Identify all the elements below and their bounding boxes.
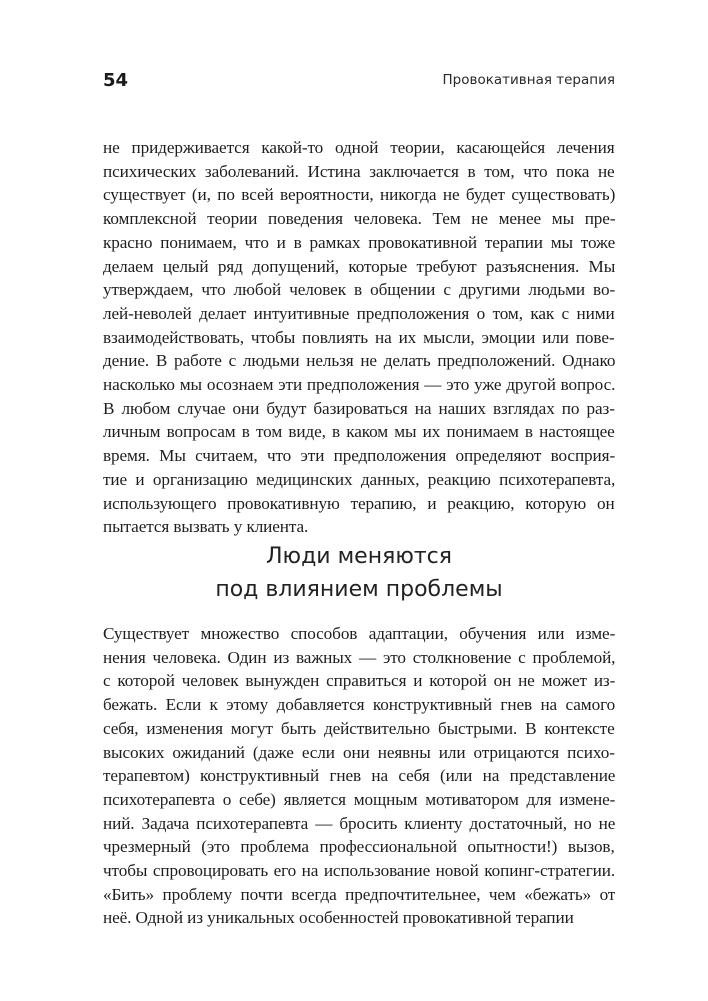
text-line: «Бить» проблему почти всегда предпочтительнее, чем «бежать» от xyxy=(103,884,615,904)
text-line: делаем целый ряд допущений, которые требуют разъяснения. Мы xyxy=(103,256,615,276)
body-paragraph-2 xyxy=(103,622,615,930)
text-line: дение. В работе с людьми нельзя не делать предположений. Однако xyxy=(103,351,615,371)
text-line: психических заболеваний. Истина заключается в том, что пока не xyxy=(103,161,615,181)
text-line: нения человека. Один из важных — это столкновение с проблемой, xyxy=(103,647,615,667)
text-line: терапевтом) конструктивный гнев на себя (или на представление xyxy=(103,766,615,786)
text-line: красно понимаем, что и в рамках провокативной терапии мы тоже xyxy=(103,232,615,252)
text-line: неё. Одной из уникальных особенностей провокативной терапии xyxy=(103,908,574,928)
text-line: с которой человек вынужден справиться и которой он не может из- xyxy=(103,671,615,691)
text-line: время. Мы считаем, что эти предположения определяют восприя- xyxy=(103,446,615,466)
section-heading-line: под влиянием проблемы xyxy=(215,577,503,602)
text-line: насколько мы осознаем эти предположения — это уже другой вопрос. xyxy=(103,375,615,395)
text-line: утверждаем, что любой человек в общении с другими людьми во- xyxy=(103,280,615,300)
text-line: взаимодействовать, чтобы повлиять на их мысли, эмоции или пове- xyxy=(103,327,615,347)
text-line: ний. Задача психотерапевта — бросить клиенту достаточный, но не xyxy=(103,813,615,833)
running-header-title: Провокативная терапия xyxy=(442,72,615,88)
text-line: чтобы спровоцировать его на использование новой копинг-стратегии. xyxy=(103,861,615,881)
text-line: тие и организацию медицинских данных, реакцию психотерапевта, xyxy=(103,469,615,489)
text-line: лей-неволей делает интуитивные предположения о том, как с ними xyxy=(103,303,615,323)
section-heading xyxy=(103,540,615,606)
text-line: существует (и, по всей вероятности, никогда не будет существовать) xyxy=(103,185,615,205)
text-line: чрезмерный (это проблема профессиональной опытности!) вызов, xyxy=(103,837,615,857)
text-line: комплексной теории поведения человека. Тем не менее мы пре- xyxy=(103,209,615,229)
text-line: Существует множество способов адаптации, обучения или изме- xyxy=(103,624,615,643)
text-line: бежать. Если к этому добавляется конструктивный гнев на самого xyxy=(103,695,615,715)
text-line: личным вопросам в том виде, в каком мы их понимаем в настоящее xyxy=(103,422,615,442)
body-paragraph-1 xyxy=(103,136,615,539)
text-line: себя, изменения могут быть действительно быстрыми. В контексте xyxy=(103,718,615,738)
text-line: психотерапевта о себе) является мощным мотиватором для измене- xyxy=(103,789,615,809)
page-number: 54 xyxy=(103,70,129,91)
section-heading-line: Люди меняются xyxy=(266,544,452,569)
text-line: высоких ожиданий (даже если они неявны или отрицаются психо- xyxy=(103,742,615,762)
text-line: пытается вызвать у клиента. xyxy=(103,517,309,537)
text-line: не придерживается какой-то одной теории, касающейся лечения xyxy=(103,138,615,157)
text-line: В любом случае они будут базироваться на наших взглядах по раз- xyxy=(103,398,615,418)
text-line: использующего провокативную терапию, и реакцию, которую он xyxy=(103,493,615,513)
